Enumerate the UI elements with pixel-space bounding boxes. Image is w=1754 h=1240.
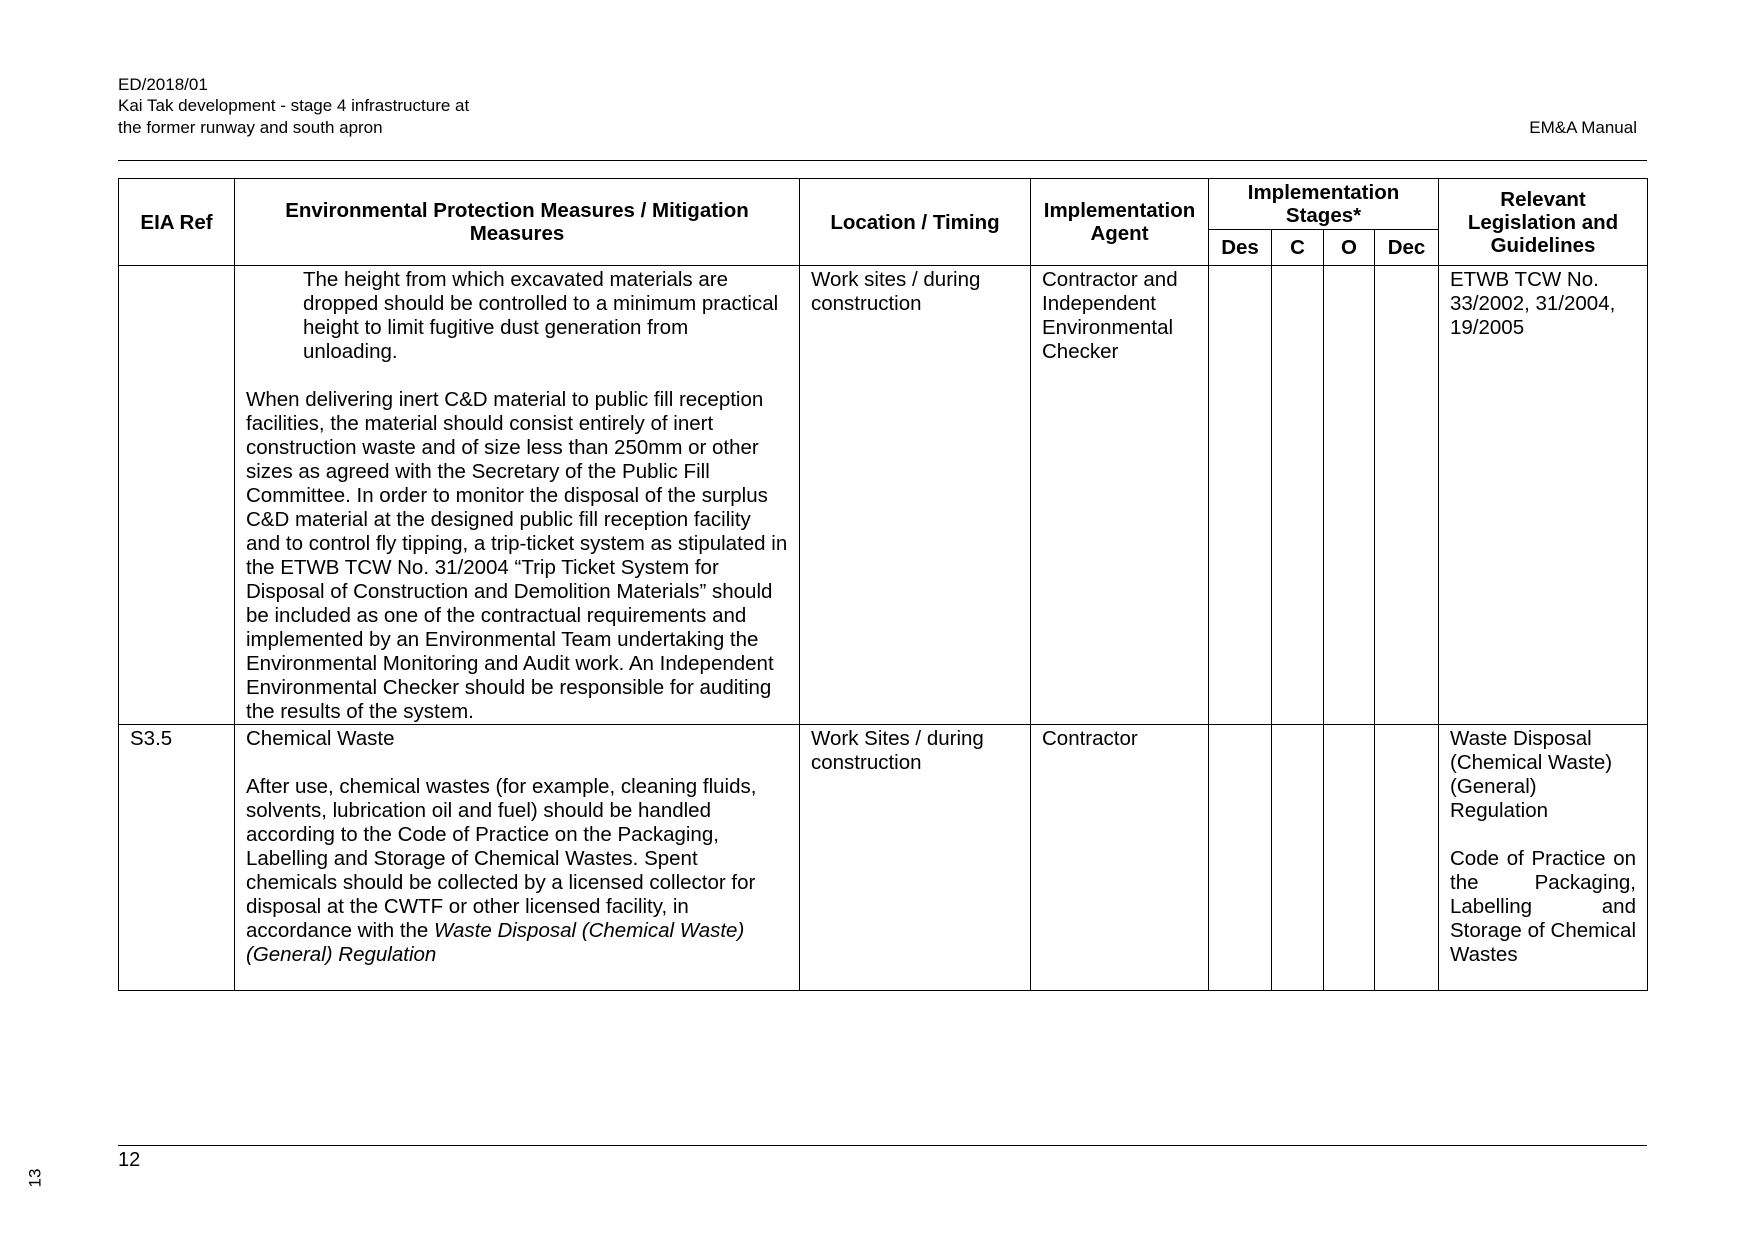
cell-legislation: ETWB TCW No. 33/2002, 31/2004, 19/2005 bbox=[1439, 266, 1648, 725]
cell-legislation bbox=[1439, 725, 1648, 991]
cell-stage-o bbox=[1324, 266, 1375, 725]
cell-implementation-agent: Contractor and Independent Environmental Checker bbox=[1031, 266, 1209, 725]
table-row bbox=[119, 725, 1648, 991]
header-stages-line: Implementation bbox=[1247, 181, 1400, 204]
measure-paragraph: The height from which excavated materials are dropped should be controlled to a minimum practical height to limit fugitive dust generation from unloading. bbox=[303, 268, 779, 363]
legislation-block bbox=[1450, 727, 1636, 823]
header-agent-line: Implementation bbox=[1043, 199, 1196, 222]
cell-location-timing: Work sites / during construction bbox=[800, 266, 1031, 725]
header-legislation-line: Legislation and bbox=[1467, 210, 1619, 234]
document-title-line-2: the former runway and south apron bbox=[118, 117, 383, 137]
legislation-line: Waste Disposal bbox=[1450, 727, 1592, 750]
cell-measures bbox=[235, 266, 800, 725]
cell-measures bbox=[235, 725, 800, 991]
mitigation-measures-table bbox=[118, 178, 1648, 991]
cell-implementation-agent: Contractor bbox=[1031, 725, 1209, 991]
cell-stage-des bbox=[1209, 725, 1272, 991]
header-measures bbox=[235, 179, 800, 266]
header-location-timing: Location / Timing bbox=[800, 179, 1031, 266]
header-measures-line: Measures bbox=[469, 222, 565, 245]
cell-stage-o bbox=[1324, 725, 1375, 991]
document-reference: ED/2018/01 bbox=[118, 75, 208, 94]
header-eia-ref: EIA Ref bbox=[119, 179, 235, 266]
header-agent-line: Agent bbox=[1090, 222, 1149, 245]
header-stage-des: Des bbox=[1209, 230, 1272, 266]
page-number: 12 bbox=[118, 1149, 141, 1171]
header-implementation-stages bbox=[1209, 179, 1439, 230]
table-row bbox=[119, 266, 1648, 725]
header-stage-o: O bbox=[1324, 230, 1375, 266]
manual-label: EM&A Manual bbox=[1529, 118, 1637, 137]
footer-divider bbox=[118, 1145, 1647, 1146]
measure-regulation-reference: Waste Disposal (Chemical Waste) (General) Regulation bbox=[246, 919, 745, 966]
measure-text: After use, chemical wastes (for example, cleaning fluids, solvents, lubrication oil and fuel) should be handled according to the Code of Practice on the Packaging, Labelling and Storage of Chemical Wastes. Spent chemicals should be collected by a licensed collector for disposal at the CWTF or other licensed facility, in accordance with the bbox=[246, 775, 757, 942]
measure-paragraph bbox=[246, 775, 788, 967]
header-divider bbox=[118, 160, 1647, 161]
header-measures-line: Environmental Protection Measures / Mitigation bbox=[285, 199, 749, 222]
cell-stage-des bbox=[1209, 266, 1272, 725]
header-stage-dec: Dec bbox=[1375, 230, 1439, 266]
document-header bbox=[118, 74, 469, 138]
side-page-number: 13 bbox=[25, 1168, 45, 1188]
cell-stage-c bbox=[1272, 725, 1324, 991]
cell-location-timing: Work Sites / during construction bbox=[800, 725, 1031, 991]
legislation-line: Regulation bbox=[1450, 799, 1549, 822]
legislation-code-of-practice: Code of Practice on the Packaging, Labelling and Storage of Chemical Wastes bbox=[1450, 847, 1636, 966]
document-title-line-1: Kai Tak development - stage 4 infrastructure at bbox=[118, 96, 470, 116]
cell-stage-c bbox=[1272, 266, 1324, 725]
cell-eia-ref: S3.5 bbox=[119, 725, 235, 991]
header-legislation-line: Guidelines bbox=[1490, 233, 1596, 257]
measure-paragraph: When delivering inert C&D material to public fill reception facilities, the material should consist entirely of inert construction waste and of size less than 250mm or other sizes as agreed with the Secretary of the Public Fill Committee. In order to monitor the disposal of the surplus C&D material at the designed public fill reception facility and to control fly tipping, a trip-ticket system as stipulated in the ETWB TCW No. 31/2004 “Trip Ticket System for Disposal of Construction and Demolition Materials” should be included as one of the contractual requirements and implemented by an Environmental Team undertaking the Environmental Monitoring and Audit work. An Independent Environmental Checker should be responsible for auditing the results of the system. bbox=[246, 388, 788, 723]
header-legislation bbox=[1439, 179, 1648, 266]
cell-stage-dec bbox=[1375, 266, 1439, 725]
header-stages-line: Stages* bbox=[1285, 204, 1362, 227]
header-implementation-agent bbox=[1031, 179, 1209, 266]
header-stage-c: C bbox=[1272, 230, 1324, 266]
legislation-line: (Chemical Waste) bbox=[1450, 751, 1613, 774]
measure-title: Chemical Waste bbox=[246, 727, 395, 750]
legislation-line: (General) bbox=[1450, 775, 1537, 798]
cell-stage-dec bbox=[1375, 725, 1439, 991]
header-legislation-line: Relevant bbox=[1500, 187, 1586, 211]
cell-eia-ref bbox=[119, 266, 235, 725]
